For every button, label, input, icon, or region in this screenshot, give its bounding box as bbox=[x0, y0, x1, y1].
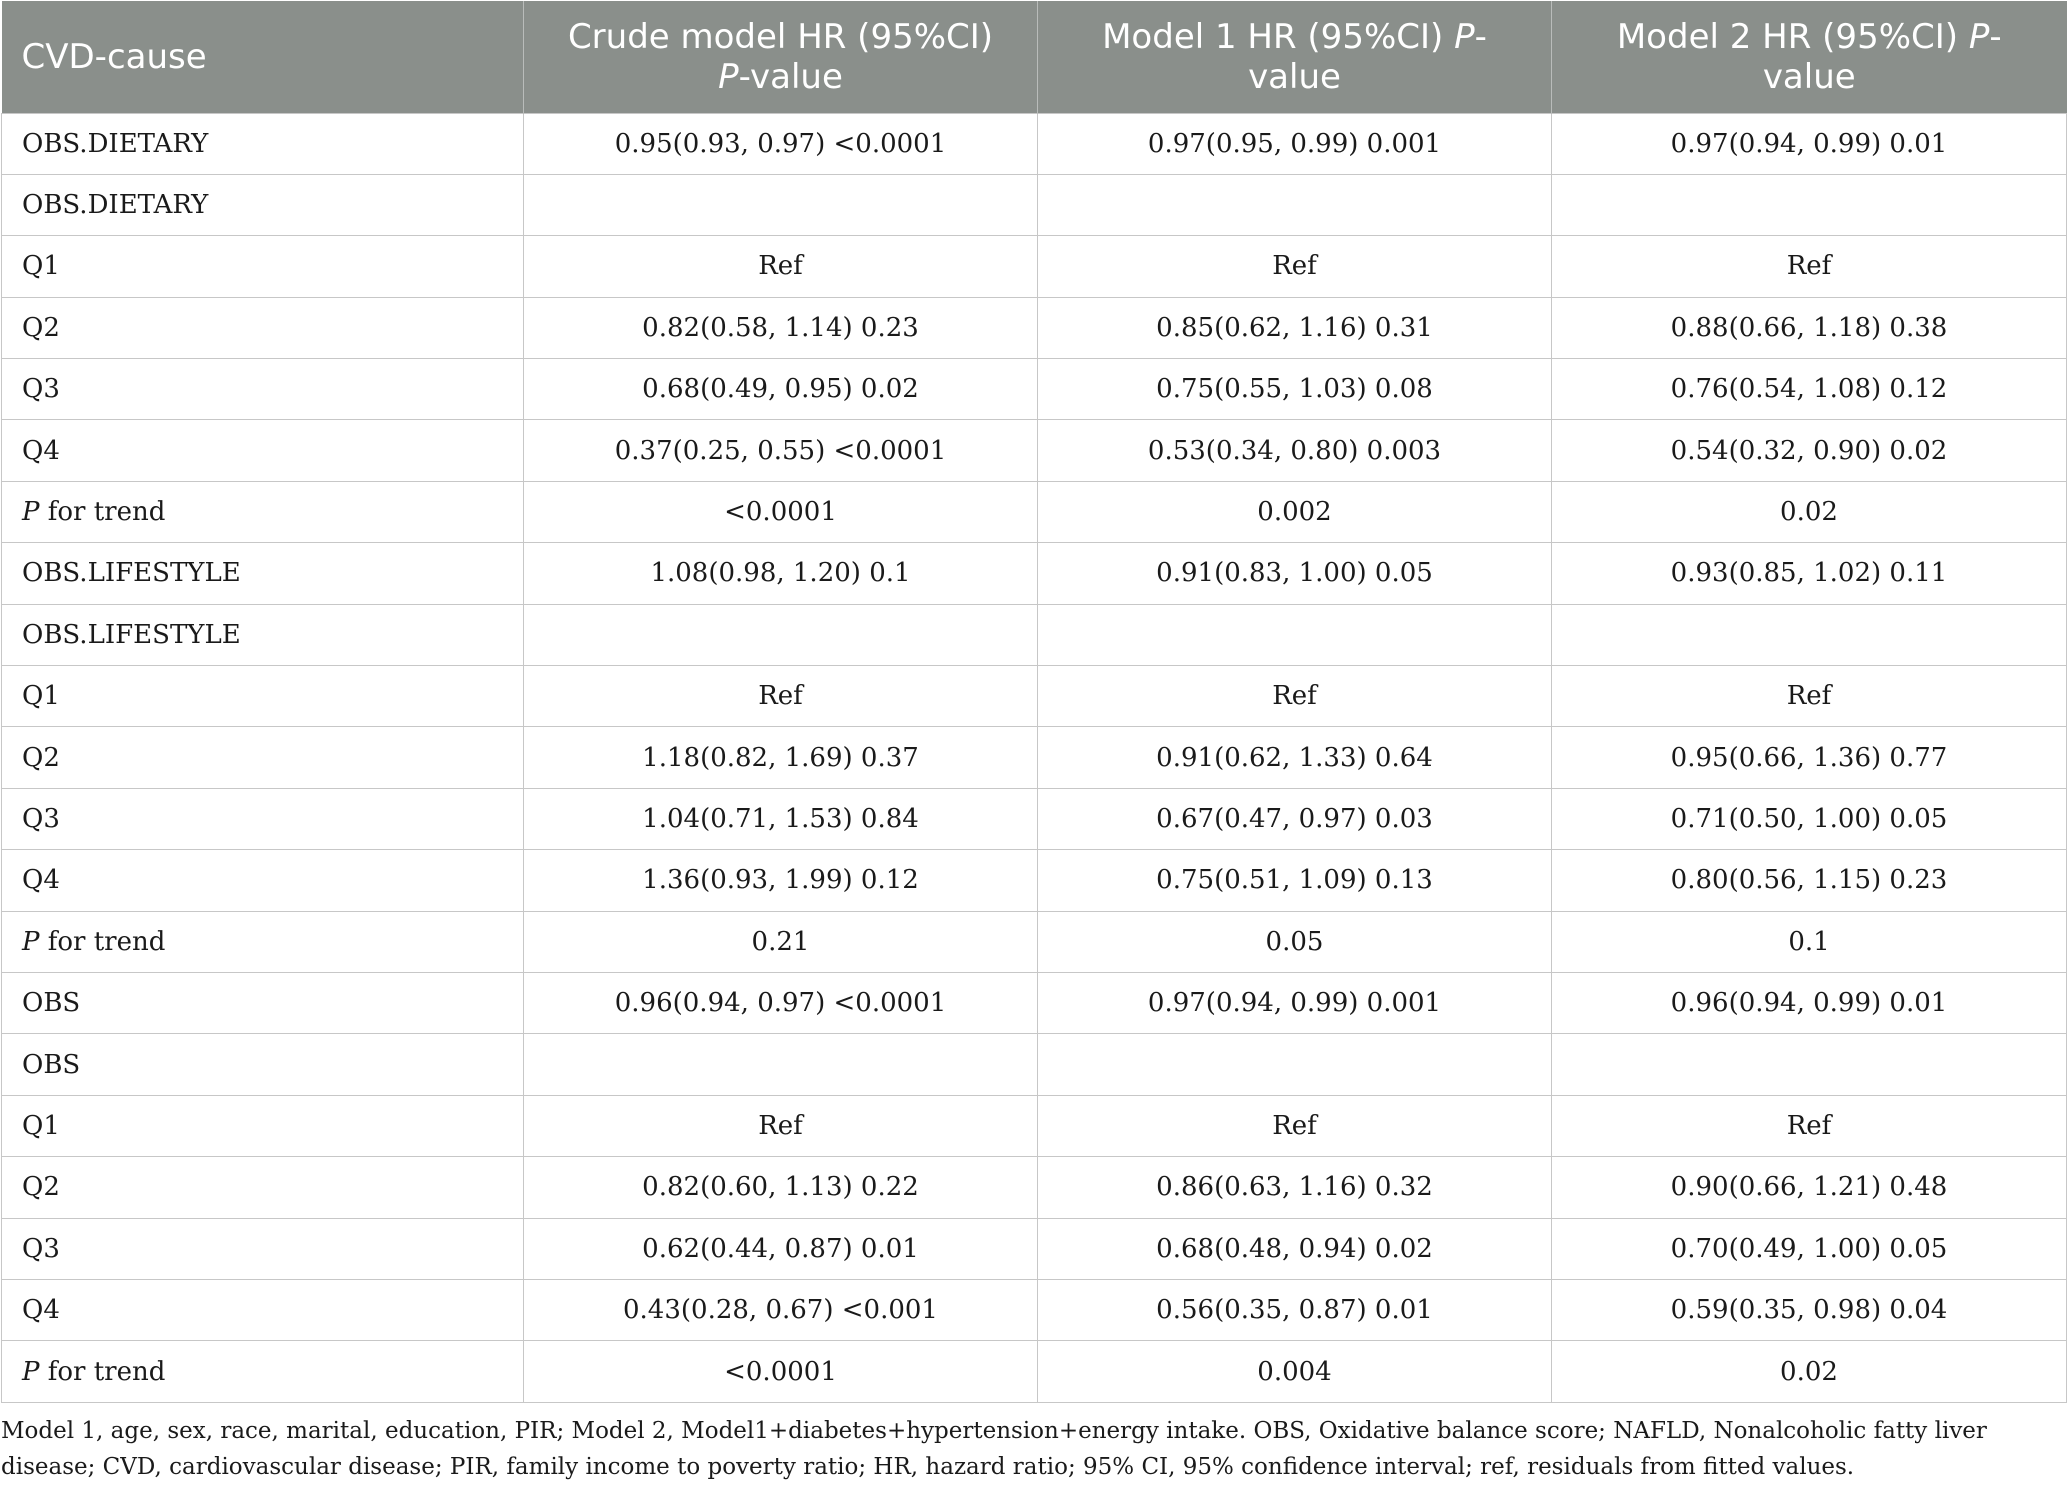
row-label bbox=[2, 1341, 524, 1402]
row-label bbox=[2, 911, 524, 972]
cell-crude-model: 1.36(0.93, 1.99) 0.12 bbox=[524, 850, 1038, 911]
cell-model-2: Ref bbox=[1552, 1095, 2067, 1156]
row-label: OBS.LIFESTYLE bbox=[2, 604, 524, 665]
table-row bbox=[2, 1095, 2067, 1156]
row-label bbox=[2, 481, 524, 542]
row-label: Q4 bbox=[2, 1279, 524, 1340]
cell-crude-model: 0.96(0.94, 0.97) <0.0001 bbox=[524, 972, 1038, 1033]
cell-model-2: 0.02 bbox=[1552, 481, 2067, 542]
cell-model-1: 0.91(0.62, 1.33) 0.64 bbox=[1038, 727, 1552, 788]
cell-model-1: Ref bbox=[1038, 1095, 1552, 1156]
table-row bbox=[2, 1279, 2067, 1340]
cell-crude-model bbox=[524, 174, 1038, 235]
row-label-rest: for trend bbox=[39, 926, 166, 957]
header-model1-suffix: value bbox=[1248, 56, 1341, 97]
cell-model-1: 0.91(0.83, 1.00) 0.05 bbox=[1038, 543, 1552, 604]
table-row bbox=[2, 850, 2067, 911]
table-row bbox=[2, 1034, 2067, 1095]
row-label: Q1 bbox=[2, 1095, 524, 1156]
cell-model-2: 0.76(0.54, 1.08) 0.12 bbox=[1552, 359, 2067, 420]
cell-crude-model: 1.04(0.71, 1.53) 0.84 bbox=[524, 788, 1038, 849]
cell-model-2: 0.97(0.94, 0.99) 0.01 bbox=[1552, 113, 2067, 174]
results-table bbox=[1, 1, 2067, 1403]
cell-model-1: 0.75(0.55, 1.03) 0.08 bbox=[1038, 359, 1552, 420]
cell-model-2 bbox=[1552, 1034, 2067, 1095]
cell-model-1 bbox=[1038, 1034, 1552, 1095]
cell-model-2: 0.88(0.66, 1.18) 0.38 bbox=[1552, 297, 2067, 358]
table-body bbox=[2, 113, 2067, 1402]
cell-model-1: 0.68(0.48, 0.94) 0.02 bbox=[1038, 1218, 1552, 1279]
header-model1-main: Model 1 HR (95%CI) bbox=[1102, 16, 1444, 57]
cell-crude-model: Ref bbox=[524, 666, 1038, 727]
row-label: Q4 bbox=[2, 850, 524, 911]
header-cvd-cause-text: CVD-cause bbox=[21, 36, 207, 77]
table-row bbox=[2, 788, 2067, 849]
table-row bbox=[2, 666, 2067, 727]
cell-crude-model bbox=[524, 1034, 1038, 1095]
cell-model-1: 0.97(0.94, 0.99) 0.001 bbox=[1038, 972, 1552, 1033]
cell-crude-model: 1.18(0.82, 1.69) 0.37 bbox=[524, 727, 1038, 788]
cell-model-1: Ref bbox=[1038, 236, 1552, 297]
row-label-rest: for trend bbox=[39, 1356, 166, 1387]
row-label-rest: for trend bbox=[39, 497, 166, 528]
table-row bbox=[2, 911, 2067, 972]
cell-crude-model: 0.43(0.28, 0.67) <0.001 bbox=[524, 1279, 1038, 1340]
cell-crude-model: Ref bbox=[524, 236, 1038, 297]
header-model2-main: Model 2 HR (95%CI) bbox=[1616, 16, 1959, 57]
table-footnote: Model 1, age, sex, race, marital, education, PIR; Model 2, Model1+diabetes+hypertension+energy intake. OBS, Oxidative balance score; NAFLD, Nonalcoholic fatty liver disease; CVD, cardiovascular disease; PIR, family income to poverty ratio; HR, hazard ratio; 95% CI, 95% confidence interval; ref, residuals from fitted values. bbox=[1, 1417, 1987, 1480]
cell-model-1 bbox=[1038, 174, 1552, 235]
table-row bbox=[2, 236, 2067, 297]
table-row bbox=[2, 359, 2067, 420]
row-label: OBS.DIETARY bbox=[2, 113, 524, 174]
row-label: Q3 bbox=[2, 1218, 524, 1279]
cell-model-1: 0.53(0.34, 0.80) 0.003 bbox=[1038, 420, 1552, 481]
row-label: Q3 bbox=[2, 788, 524, 849]
cell-model-2: 0.1 bbox=[1552, 911, 2067, 972]
cell-model-2: 0.96(0.94, 0.99) 0.01 bbox=[1552, 972, 2067, 1033]
cell-model-1: 0.004 bbox=[1038, 1341, 1552, 1402]
cell-model-2: 0.70(0.49, 1.00) 0.05 bbox=[1552, 1218, 2067, 1279]
table-row bbox=[2, 297, 2067, 358]
header-model-1: Model 1 HR (95%CI) P- value bbox=[1038, 1, 1552, 113]
cell-model-1: 0.05 bbox=[1038, 911, 1552, 972]
cell-model-1: 0.56(0.35, 0.87) 0.01 bbox=[1038, 1279, 1552, 1340]
row-label: Q4 bbox=[2, 420, 524, 481]
header-crude-model bbox=[524, 1, 1038, 113]
cell-model-2: 0.02 bbox=[1552, 1341, 2067, 1402]
cell-model-2: 0.80(0.56, 1.15) 0.23 bbox=[1552, 850, 2067, 911]
header-model2-suffix: value bbox=[1762, 56, 1856, 97]
table-row bbox=[2, 174, 2067, 235]
table-row bbox=[2, 1218, 2067, 1279]
cell-crude-model: <0.0001 bbox=[524, 481, 1038, 542]
header-model1-p: P bbox=[1454, 16, 1475, 57]
cell-model-2: 0.95(0.66, 1.36) 0.77 bbox=[1552, 727, 2067, 788]
row-label: Q2 bbox=[2, 297, 524, 358]
row-label: OBS.DIETARY bbox=[2, 174, 524, 235]
cell-model-1: 0.86(0.63, 1.16) 0.32 bbox=[1038, 1157, 1552, 1218]
cell-crude-model bbox=[524, 604, 1038, 665]
cell-crude-model: 1.08(0.98, 1.20) 0.1 bbox=[524, 543, 1038, 604]
cell-model-1: 0.85(0.62, 1.16) 0.31 bbox=[1038, 297, 1552, 358]
row-label: OBS.LIFESTYLE bbox=[2, 543, 524, 604]
row-label-italic: P bbox=[22, 497, 40, 528]
cell-crude-model: 0.82(0.58, 1.14) 0.23 bbox=[524, 297, 1038, 358]
cell-model-1: 0.75(0.51, 1.09) 0.13 bbox=[1038, 850, 1552, 911]
table-row bbox=[2, 113, 2067, 174]
cell-crude-model: 0.62(0.44, 0.87) 0.01 bbox=[524, 1218, 1038, 1279]
row-label: Q2 bbox=[2, 727, 524, 788]
header-model2-p: P bbox=[1968, 16, 1990, 57]
header-cvd-cause bbox=[2, 1, 524, 113]
header-crude-p: P bbox=[718, 56, 739, 97]
row-label-italic: P bbox=[22, 926, 40, 957]
cell-model-2: Ref bbox=[1552, 666, 2067, 727]
table-row bbox=[2, 543, 2067, 604]
cell-crude-model: <0.0001 bbox=[524, 1341, 1038, 1402]
cell-model-2: 0.59(0.35, 0.98) 0.04 bbox=[1552, 1279, 2067, 1340]
row-label: Q3 bbox=[2, 359, 524, 420]
row-label: Q1 bbox=[2, 236, 524, 297]
header-crude-suffix: -value bbox=[738, 56, 843, 97]
cell-crude-model: Ref bbox=[524, 1095, 1038, 1156]
cell-model-2: 0.90(0.66, 1.21) 0.48 bbox=[1552, 1157, 2067, 1218]
cell-crude-model: 0.37(0.25, 0.55) <0.0001 bbox=[524, 420, 1038, 481]
cell-model-1: 0.97(0.95, 0.99) 0.001 bbox=[1038, 113, 1552, 174]
cell-crude-model: 0.68(0.49, 0.95) 0.02 bbox=[524, 359, 1038, 420]
header-row bbox=[2, 1, 2067, 113]
cell-model-2: 0.93(0.85, 1.02) 0.11 bbox=[1552, 543, 2067, 604]
table-row bbox=[2, 727, 2067, 788]
header-crude-main: Crude model HR (95%CI) bbox=[567, 16, 994, 57]
table-row bbox=[2, 481, 2067, 542]
cell-model-2: 0.54(0.32, 0.90) 0.02 bbox=[1552, 420, 2067, 481]
cell-crude-model: 0.82(0.60, 1.13) 0.22 bbox=[524, 1157, 1038, 1218]
cell-model-2 bbox=[1552, 174, 2067, 235]
cell-model-1 bbox=[1038, 604, 1552, 665]
table-row bbox=[2, 1341, 2067, 1402]
cell-model-1: 0.002 bbox=[1038, 481, 1552, 542]
row-label: Q2 bbox=[2, 1157, 524, 1218]
cell-model-2 bbox=[1552, 604, 2067, 665]
cell-model-1: 0.67(0.47, 0.97) 0.03 bbox=[1038, 788, 1552, 849]
cell-model-1: Ref bbox=[1038, 666, 1552, 727]
header-model-2: Model 2 HR (95%CI) P- value bbox=[1552, 1, 2067, 113]
cell-crude-model: 0.95(0.93, 0.97) <0.0001 bbox=[524, 113, 1038, 174]
cell-model-2: Ref bbox=[1552, 236, 2067, 297]
row-label: OBS bbox=[2, 1034, 524, 1095]
cell-model-2: 0.71(0.50, 1.00) 0.05 bbox=[1552, 788, 2067, 849]
table-row bbox=[2, 972, 2067, 1033]
row-label: Q1 bbox=[2, 666, 524, 727]
table-row bbox=[2, 420, 2067, 481]
table-header bbox=[2, 1, 2067, 113]
row-label: OBS bbox=[2, 972, 524, 1033]
cell-crude-model: 0.21 bbox=[524, 911, 1038, 972]
row-label-italic: P bbox=[22, 1356, 40, 1387]
table-row bbox=[2, 604, 2067, 665]
table-row bbox=[2, 1157, 2067, 1218]
